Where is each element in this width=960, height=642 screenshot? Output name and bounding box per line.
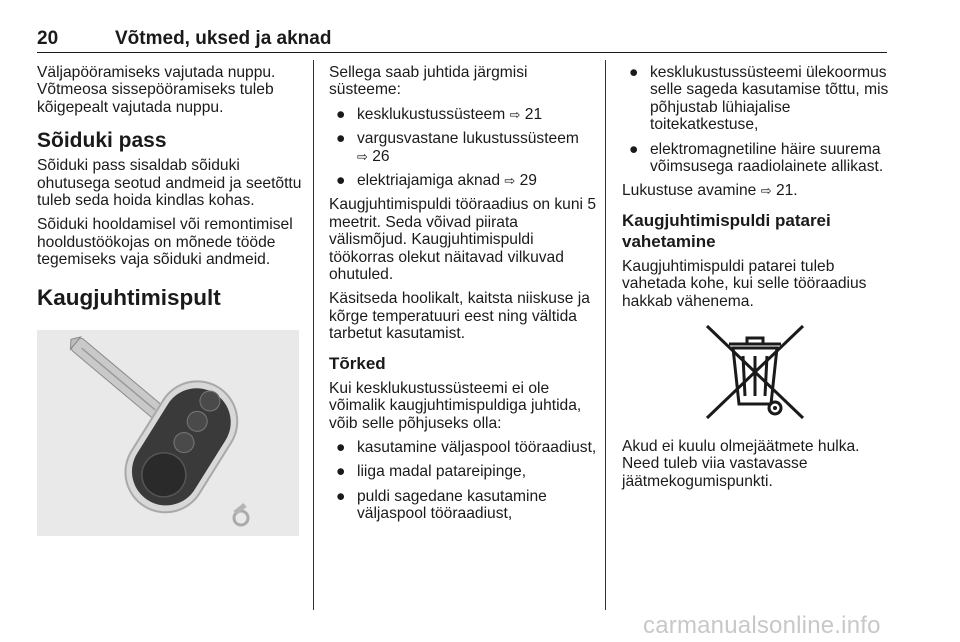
bullet-icon: ● xyxy=(336,172,346,190)
paragraph-systems-intro: Sellega saab juhtida järgmisi süsteeme: xyxy=(329,64,528,99)
faults-list xyxy=(329,439,599,523)
arrow-icon: ⇨ xyxy=(504,173,516,189)
list-item: ● kasutamine väljaspool tööraadiust, xyxy=(336,438,597,456)
paragraph-care: Käsitseda hoolikalt, kaitsta niiskuse ja kõrge temperatuuri eest ning vältida tarbetut kasutamist. xyxy=(329,290,590,343)
column-3 xyxy=(622,64,890,497)
bullet-icon: ● xyxy=(629,64,639,81)
bullet-icon: ● xyxy=(336,130,346,148)
list-item: ● vargusvastane lukustussüsteem ⇨ 26 xyxy=(336,130,579,165)
bullet-icon: ● xyxy=(336,438,346,456)
list-item: ● elektromagnetiline häire suurema võimsusega raadiolainete allikast. xyxy=(629,140,884,176)
heading-battery-replacement: Kaugjuhtimispuldi patarei vahetamine xyxy=(622,210,831,251)
page-reference[interactable]: 26 xyxy=(372,147,390,165)
paragraph-faults-intro: Kui kesklukustussüsteemi ei ole võimalik kaugjuhtimispuldiga juhtida, võib selle põhjuseks olla: xyxy=(329,379,582,432)
column-divider xyxy=(605,60,606,610)
page-reference[interactable]: 21. xyxy=(775,182,798,200)
list-item: ● liiga madal patareipinge, xyxy=(336,463,527,481)
list-item: ● puldi sagedane kasutamine väljaspool tööraadiust, xyxy=(336,487,547,523)
paragraph-battery-replace: Kaugjuhtimispuldi patarei tuleb vahetada kohe, kui selle tööraadius hakkab vähenema. xyxy=(622,257,867,310)
paragraph-battery-disposal: Akud ei kuulu olmejäätmete hulka. Need tuleb viia vastavasse jäätmekogumispunkti. xyxy=(622,438,860,490)
list-item: ● elektriajamiga aknad ⇨ 29 xyxy=(336,172,537,190)
bullet-icon: ● xyxy=(336,105,346,123)
arrow-icon: ⇨ xyxy=(760,183,772,199)
systems-list xyxy=(329,106,599,190)
heading-vehicle-pass: Sõiduki pass xyxy=(37,129,167,153)
column-divider xyxy=(313,60,314,610)
paragraph-range: Kaugjuhtimispuldi tööraadius on kuni 5 meetrit. Seda võivad piirata välismõjud. Kaugjuhtimispuldi töökorras olekut näitavad vilkuvad ohutuled. xyxy=(329,196,596,284)
paragraph-pass-service: Sõiduki hooldamisel või remontimisel hooldustöökojas on mõnede tööde tegemiseks vaja sõiduki andmeid. xyxy=(37,216,293,269)
crossed-out-bin-icon xyxy=(703,322,807,422)
bullet-icon: ● xyxy=(336,487,346,505)
arrow-icon: ⇨ xyxy=(509,106,521,122)
page-header xyxy=(37,28,887,53)
paragraph-key-button: Väljapööramiseks vajutada nuppu. Võtmeosa sissepööramiseks tuleb kõigepealt vajutada nuppu. xyxy=(37,64,276,116)
heading-faults: Tõrked xyxy=(329,353,386,373)
page-title: Võtmed, uksed ja aknad xyxy=(115,28,332,49)
arrow-icon: ⇨ xyxy=(357,148,368,164)
page-reference[interactable]: 29 xyxy=(519,172,537,190)
paragraph-pass-contents: Sõiduki pass sisaldab sõiduki ohutusega seotud andmeid ja seetõttu tuleb seda hoida kindlas kohas. xyxy=(37,157,302,210)
list-item: ● kesklukustussüsteemi ülekoormus selle sageda kasutamise tõttu, mis põhjustab lühiajalise toitekatkestuse, xyxy=(629,64,889,134)
bullet-icon: ● xyxy=(629,140,639,158)
faults-list-continued xyxy=(622,64,890,175)
paragraph-unlock-reference: Lukustuse avamine ⇨ 21. xyxy=(622,182,798,200)
column-1 xyxy=(37,64,302,540)
page-number: 20 xyxy=(37,28,59,49)
remote-key-illustration xyxy=(37,330,299,536)
bullet-icon: ● xyxy=(336,463,346,481)
page-reference[interactable]: 21 xyxy=(524,105,543,123)
heading-remote-control: Kaugjuhtimispult xyxy=(37,284,221,310)
watermark: carmanualsonline.info xyxy=(643,612,881,639)
column-2 xyxy=(329,64,599,530)
list-item: ● kesklukustussüsteem ⇨ 21 xyxy=(336,105,543,123)
